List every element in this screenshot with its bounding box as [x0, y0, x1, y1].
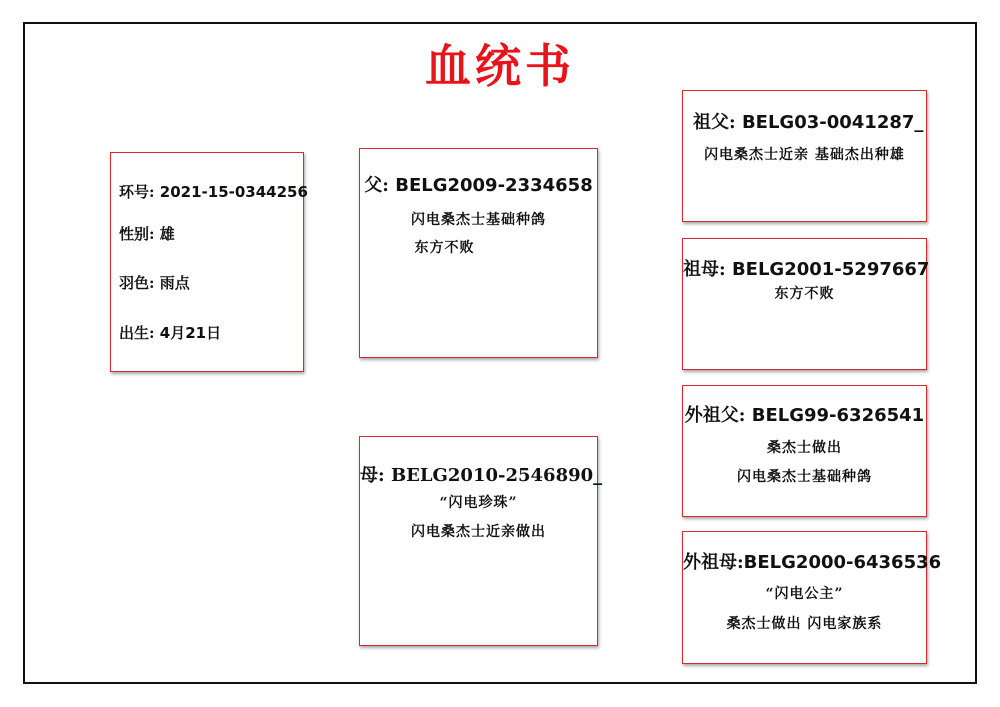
maternal-grandmother-heading — [683, 548, 942, 574]
paternal-grandmother-label: 祖母: — [683, 259, 726, 280]
ring-number-value: 2021-15-0344256 — [159, 183, 308, 201]
birth-row — [119, 322, 221, 343]
paternal-grandfather-line-1: 闪电桑杰士近亲 基础杰出种雄 — [704, 147, 905, 163]
maternal-grandmother-card — [682, 531, 942, 664]
paternal-grandfather-ring: BELG03-0041287_ — [741, 112, 924, 133]
maternal-grandfather-line-1: 桑杰士做出 — [767, 440, 842, 456]
sex-value: 雄 — [159, 225, 175, 243]
subject-info-card — [110, 152, 308, 372]
mother-label: 母: — [360, 465, 385, 486]
color-value: 雨点 — [159, 274, 190, 292]
father-label: 父: — [364, 175, 389, 196]
paternal-grandmother-ring: BELG2001-5297667 — [731, 259, 930, 280]
maternal-grandfather-label: 外祖父: — [684, 405, 746, 426]
paternal-grandfather-label: 祖父: — [693, 112, 736, 133]
father-ring: BELG2009-2334658 — [395, 175, 593, 196]
mother-line-2: 闪电桑杰士近亲做出 — [411, 524, 546, 540]
ring-number-row — [119, 181, 308, 202]
birth-label: 出生: — [119, 324, 155, 342]
sex-label: 性别: — [119, 225, 155, 243]
birth-value: 4月21日 — [159, 324, 222, 342]
mother-card — [359, 436, 603, 646]
father-heading — [360, 171, 597, 197]
mother-line-1: “闪电珍珠” — [439, 495, 518, 511]
sex-row — [119, 223, 175, 244]
paternal-grandmother-line-1: 东方不败 — [774, 286, 835, 302]
paternal-grandfather-heading — [693, 108, 936, 134]
maternal-grandfather-line-2: 闪电桑杰士基础种鸽 — [737, 469, 872, 485]
mother-ring: BELG2010-2546890_ — [390, 465, 603, 486]
father-card — [359, 148, 598, 358]
maternal-grandfather-heading — [683, 401, 926, 427]
mother-heading — [360, 461, 603, 487]
maternal-grandmother-ring: BELG2000-6436536 — [743, 552, 942, 573]
paternal-grandmother-card — [682, 238, 930, 370]
document-title: 血统书 — [425, 39, 575, 93]
color-row — [119, 272, 190, 293]
maternal-grandmother-label: 外祖母: — [683, 552, 744, 573]
maternal-grandmother-line-1: “闪电公主” — [765, 586, 844, 602]
father-line-2: 东方不败 — [414, 240, 475, 256]
paternal-grandmother-heading — [683, 255, 930, 281]
paternal-grandfather-card — [682, 90, 927, 222]
maternal-grandfather-card — [682, 385, 927, 517]
ring-number-label: 环号: — [119, 183, 155, 201]
maternal-grandfather-ring: BELG99-6326541 — [751, 405, 925, 426]
father-line-1: 闪电桑杰士基础种鸽 — [411, 212, 546, 228]
color-label: 羽色: — [119, 274, 155, 292]
maternal-grandmother-line-2: 桑杰士做出 闪电家族系 — [726, 616, 883, 632]
